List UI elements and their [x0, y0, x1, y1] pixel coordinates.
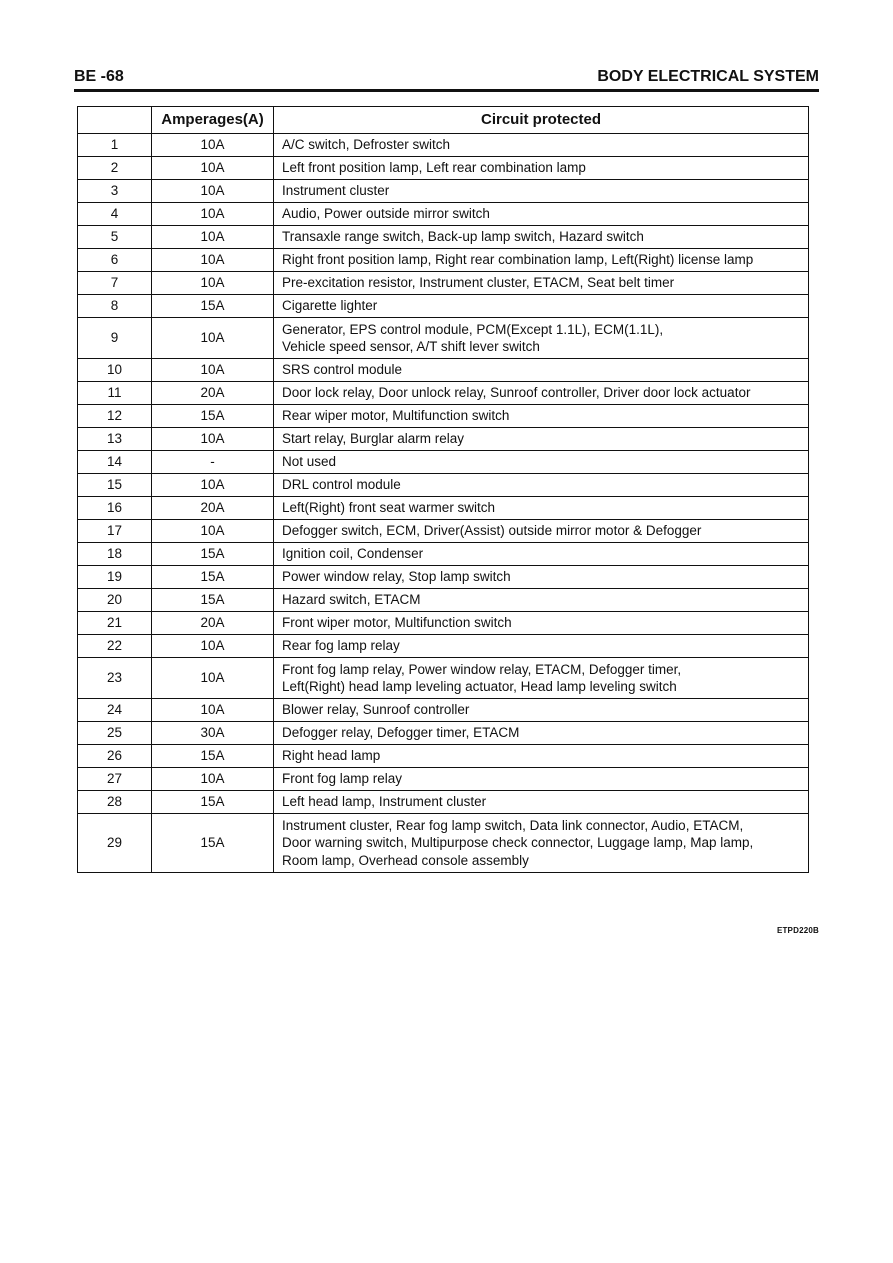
figure-code: ETPD220B: [776, 926, 819, 935]
circuit-line: Generator, EPS control module, PCM(Except 1.1L), ECM(1.1L),: [282, 321, 664, 337]
circuit-line: Door lock relay, Door unlock relay, Sunroof controller, Driver door lock actuator: [282, 385, 751, 401]
fuse-number: 13: [78, 428, 152, 451]
fuse-amperage: 10A: [152, 249, 274, 272]
table-row: [78, 745, 809, 768]
table-row: [78, 768, 809, 791]
fuse-amperage: 20A: [152, 382, 274, 405]
header-divider: [74, 89, 819, 92]
fuse-amperage: 10A: [152, 157, 274, 180]
table-row: [78, 318, 809, 359]
fuse-number: 2: [78, 157, 152, 180]
fuse-amperage: 10A: [152, 226, 274, 249]
table-row: [78, 722, 809, 745]
circuit-line: Cigarette lighter: [282, 298, 378, 314]
fuse-number: 23: [78, 658, 152, 699]
fuse-amperage: 15A: [152, 295, 274, 318]
fuse-number: 4: [78, 203, 152, 226]
fuse-amperage: 10A: [152, 699, 274, 722]
circuit-line: Ignition coil, Condenser: [282, 546, 424, 562]
column-header-amperage: Amperages(A): [152, 107, 274, 134]
fuse-circuit: [274, 722, 809, 745]
fuse-number: 6: [78, 249, 152, 272]
circuit-line: Front fog lamp relay: [282, 771, 403, 787]
circuit-line: Front fog lamp relay, Power window relay, ETACM, Defogger timer,: [282, 661, 682, 677]
circuit-line: Defogger switch, ECM, Driver(Assist) outside mirror motor & Defogger: [282, 523, 702, 539]
circuit-line: Rear wiper motor, Multifunction switch: [282, 408, 510, 424]
fuse-circuit: [274, 768, 809, 791]
fuse-number: 14: [78, 451, 152, 474]
fuse-amperage: 10A: [152, 520, 274, 543]
fuse-number: 7: [78, 272, 152, 295]
fuse-amperage: 15A: [152, 791, 274, 814]
table-row: [78, 497, 809, 520]
fuse-circuit: [274, 635, 809, 658]
table-row: [78, 635, 809, 658]
fuse-circuit: [274, 180, 809, 203]
fuse-circuit: [274, 295, 809, 318]
fuse-number: 21: [78, 612, 152, 635]
section-title: BODY ELECTRICAL SYSTEM: [597, 68, 819, 85]
circuit-line: Left front position lamp, Left rear combination lamp: [282, 160, 586, 176]
table-row: [78, 180, 809, 203]
circuit-line: Rear fog lamp relay: [282, 638, 400, 654]
fuse-amperage: 10A: [152, 474, 274, 497]
table-row: [78, 405, 809, 428]
fuse-amperage: 15A: [152, 589, 274, 612]
table-row: [78, 612, 809, 635]
table-row: [78, 226, 809, 249]
fuse-amperage: -: [152, 451, 274, 474]
fuse-amperage: 10A: [152, 359, 274, 382]
fuse-circuit: [274, 589, 809, 612]
fuse-amperage: 10A: [152, 768, 274, 791]
fuse-number: 28: [78, 791, 152, 814]
fuse-number: 9: [78, 318, 152, 359]
fuse-amperage: 10A: [152, 272, 274, 295]
circuit-line: Left(Right) front seat warmer switch: [282, 500, 496, 516]
fuse-circuit: [274, 658, 809, 699]
table-row: [78, 791, 809, 814]
table-row: [78, 520, 809, 543]
circuit-line: Vehicle speed sensor, A/T shift lever switch: [282, 339, 540, 354]
fuse-amperage: 15A: [152, 814, 274, 873]
circuit-line: Door warning switch, Multipurpose check connector, Luggage lamp, Map lamp,: [282, 835, 754, 851]
fuse-number: 26: [78, 745, 152, 768]
fuse-number: 8: [78, 295, 152, 318]
fuse-amperage: 10A: [152, 203, 274, 226]
circuit-line: Pre-excitation resistor, Instrument cluster, ETACM, Seat belt timer: [282, 275, 675, 291]
fuse-circuit: [274, 318, 809, 359]
circuit-line: Transaxle range switch, Back-up lamp switch, Hazard switch: [282, 229, 644, 245]
fuse-circuit: [274, 814, 809, 873]
circuit-line: Left(Right) head lamp leveling actuator, Head lamp leveling switch: [282, 679, 677, 694]
circuit-line: Instrument cluster, Rear fog lamp switch, Data link connector, Audio, ETACM,: [282, 817, 744, 833]
fuse-circuit: [274, 699, 809, 722]
column-header-circuit: Circuit protected: [274, 107, 809, 134]
table-row: [78, 699, 809, 722]
circuit-line: Hazard switch, ETACM: [282, 592, 421, 608]
fuse-circuit: [274, 157, 809, 180]
circuit-line: SRS control module: [282, 362, 403, 378]
fuse-circuit: [274, 249, 809, 272]
page-reference: BE -68: [74, 68, 124, 85]
fuse-circuit: [274, 203, 809, 226]
fuse-amperage: 10A: [152, 318, 274, 359]
fuse-number: 1: [78, 134, 152, 157]
fuse-circuit: [274, 226, 809, 249]
table-row: [78, 474, 809, 497]
fuse-number: 5: [78, 226, 152, 249]
fuse-number: 10: [78, 359, 152, 382]
fuse-amperage: 10A: [152, 658, 274, 699]
fuse-number: 27: [78, 768, 152, 791]
table-row: [78, 249, 809, 272]
table-row: [78, 428, 809, 451]
fuse-amperage: 20A: [152, 612, 274, 635]
fuse-amperage: 15A: [152, 566, 274, 589]
fuse-amperage: 15A: [152, 543, 274, 566]
table-row: [78, 658, 809, 699]
fuse-circuit: [274, 520, 809, 543]
table-row: [78, 295, 809, 318]
fuse-number: 18: [78, 543, 152, 566]
fuse-number: 15: [78, 474, 152, 497]
fuse-amperage: 20A: [152, 497, 274, 520]
fuse-amperage: 10A: [152, 180, 274, 203]
circuit-line: Power window relay, Stop lamp switch: [282, 569, 511, 585]
fuse-amperage: 10A: [152, 428, 274, 451]
circuit-line: Right front position lamp, Right rear combination lamp, Left(Right) license lamp: [282, 252, 754, 268]
circuit-line: Start relay, Burglar alarm relay: [282, 431, 465, 447]
table-row: [78, 359, 809, 382]
circuit-line: Not used: [282, 454, 337, 470]
fuse-circuit: [274, 497, 809, 520]
fuse-amperage: 10A: [152, 635, 274, 658]
circuit-line: Defogger relay, Defogger timer, ETACM: [282, 725, 520, 741]
fuse-number: 16: [78, 497, 152, 520]
fuse-circuit: [274, 382, 809, 405]
table-row: [78, 814, 809, 873]
table-row: [78, 203, 809, 226]
circuit-line: Blower relay, Sunroof controller: [282, 702, 470, 718]
fuse-circuit: [274, 543, 809, 566]
fuse-number: 20: [78, 589, 152, 612]
circuit-line: Front wiper motor, Multifunction switch: [282, 615, 512, 631]
fuse-table-body: [78, 134, 809, 873]
fuse-circuit: [274, 612, 809, 635]
circuit-line: Instrument cluster: [282, 183, 390, 199]
fuse-amperage: 15A: [152, 745, 274, 768]
circuit-line: Audio, Power outside mirror switch: [282, 206, 490, 222]
circuit-line: Room lamp, Overhead console assembly: [282, 852, 529, 868]
page-header: [74, 66, 819, 88]
fuse-circuit: [274, 428, 809, 451]
circuit-line: DRL control module: [282, 477, 401, 493]
fuse-circuit: [274, 451, 809, 474]
fuse-circuit: [274, 272, 809, 295]
table-row: [78, 272, 809, 295]
fuse-circuit: [274, 474, 809, 497]
fuse-number: 17: [78, 520, 152, 543]
fuse-amperage: 30A: [152, 722, 274, 745]
fuse-amperage: 15A: [152, 405, 274, 428]
fuse-circuit: [274, 134, 809, 157]
table-row: [78, 566, 809, 589]
fuse-amperage: 10A: [152, 134, 274, 157]
table-row: [78, 451, 809, 474]
column-header-number: [78, 107, 152, 134]
circuit-line: Left head lamp, Instrument cluster: [282, 794, 487, 810]
fuse-number: 12: [78, 405, 152, 428]
fuse-table: [77, 106, 809, 873]
fuse-circuit: [274, 359, 809, 382]
circuit-line: A/C switch, Defroster switch: [282, 137, 451, 153]
fuse-number: 24: [78, 699, 152, 722]
circuit-line: Right head lamp: [282, 748, 381, 764]
fuse-circuit: [274, 745, 809, 768]
fuse-circuit: [274, 405, 809, 428]
fuse-number: 22: [78, 635, 152, 658]
fuse-number: 11: [78, 382, 152, 405]
table-row: [78, 157, 809, 180]
table-row: [78, 589, 809, 612]
table-row: [78, 382, 809, 405]
fuse-number: 19: [78, 566, 152, 589]
fuse-circuit: [274, 791, 809, 814]
table-row: [78, 543, 809, 566]
table-row: [78, 134, 809, 157]
fuse-number: 29: [78, 814, 152, 873]
fuse-number: 3: [78, 180, 152, 203]
table-header-row: [78, 107, 809, 134]
fuse-circuit: [274, 566, 809, 589]
fuse-number: 25: [78, 722, 152, 745]
